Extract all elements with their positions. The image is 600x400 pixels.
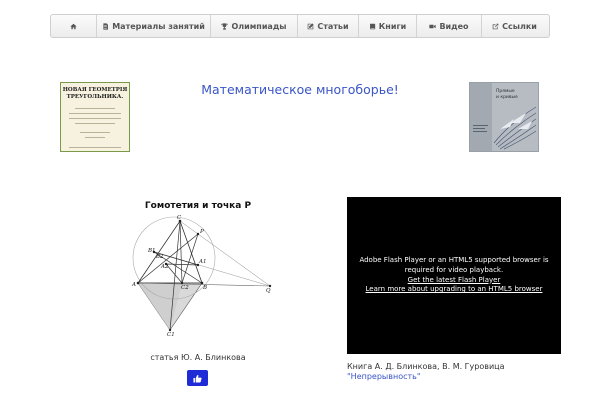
- nav-video-label: Видео: [439, 21, 469, 31]
- nav-books[interactable]: [359, 15, 417, 37]
- nav-olympiads[interactable]: [211, 15, 298, 37]
- line-to-q: [180, 221, 270, 286]
- cover-text-line: [75, 108, 115, 109]
- book-title-link[interactable]: "Непрерывность": [347, 372, 421, 381]
- point-label: B: [203, 285, 208, 291]
- nav-books-label: Книги: [378, 21, 407, 31]
- video-icon: [429, 23, 436, 30]
- point-label: A1: [199, 259, 207, 265]
- video-player[interactable]: [347, 197, 561, 354]
- cevian: [138, 234, 198, 283]
- article-caption[interactable]: статья Ю. А. Блинкова: [150, 353, 246, 362]
- flash-player-link[interactable]: Get the latest Flash Player: [407, 275, 501, 284]
- nav-home[interactable]: [51, 15, 97, 37]
- point: [137, 282, 140, 285]
- nav-articles-label: Статьи: [317, 21, 349, 31]
- cevian: [180, 221, 182, 283]
- book-icon: [369, 23, 376, 30]
- nav-articles[interactable]: [298, 15, 359, 37]
- nav-olympiads-label: Олимпиады: [231, 21, 287, 31]
- like-button[interactable]: [187, 370, 208, 386]
- point-label: B2: [156, 254, 164, 260]
- book-caption: [347, 362, 505, 382]
- nav-video[interactable]: [417, 15, 482, 37]
- point-label: P: [200, 229, 204, 235]
- document-icon: [102, 23, 109, 30]
- point-label: C1: [167, 332, 175, 337]
- top-navbar: [50, 14, 550, 38]
- point: [197, 233, 199, 235]
- figure-title[interactable]: Гомотетия и точка P: [144, 201, 252, 211]
- point: [269, 285, 271, 287]
- external-link-icon: [492, 23, 499, 30]
- book-cover-title: Прямые и кривые: [496, 89, 518, 100]
- page-headline[interactable]: Математическое многоборье!: [201, 82, 399, 97]
- point-label: A2: [161, 264, 169, 270]
- point-label: C2: [181, 285, 189, 291]
- homothety-diagram[interactable]: [126, 212, 276, 337]
- book-caption-authors: Книга А. Д. Блинкова, В. М. Гуровица: [347, 362, 505, 371]
- edit-icon: [307, 23, 314, 30]
- point: [181, 282, 183, 284]
- point: [169, 329, 171, 331]
- cevian: [166, 264, 198, 265]
- point-label: Q: [266, 288, 271, 294]
- cover-text-line: [69, 118, 121, 119]
- cover-text-line: [69, 147, 121, 148]
- cover-text-line: [69, 113, 121, 114]
- thumbs-up-icon: [193, 374, 202, 383]
- nav-materials[interactable]: [97, 15, 211, 37]
- nav-materials-label: Материалы занятий: [112, 21, 205, 31]
- point-label: C: [177, 215, 182, 221]
- home-icon: [70, 23, 77, 30]
- shaded-triangle-inner: [138, 283, 182, 330]
- book-cover-title-2: ТРЕУГОЛЬНИКА.: [66, 94, 124, 100]
- trophy-icon: [221, 23, 228, 30]
- cover-text-line: [75, 123, 115, 124]
- point-label: A: [132, 282, 136, 288]
- cover-text-line: [85, 137, 105, 138]
- book-cover-title-1: НОВАЯ ГЕОМЕТРІЯ: [62, 87, 128, 93]
- cover-text-line: [80, 132, 110, 133]
- video-fallback-message: Adobe Flash Player or an HTML5 supported browser is required for video playback.: [359, 256, 549, 274]
- book-cover-art: [470, 83, 539, 152]
- point: [201, 282, 204, 285]
- html5-upgrade-link[interactable]: Learn more about upgrading to an HTML5 browser: [365, 285, 543, 294]
- nav-links-label: Ссылки: [502, 21, 537, 31]
- book-cover-new-geometry[interactable]: [60, 82, 130, 152]
- book-cover-lines-and-curves[interactable]: [469, 82, 539, 152]
- nav-links[interactable]: [482, 15, 547, 37]
- point-label: B1: [148, 248, 156, 254]
